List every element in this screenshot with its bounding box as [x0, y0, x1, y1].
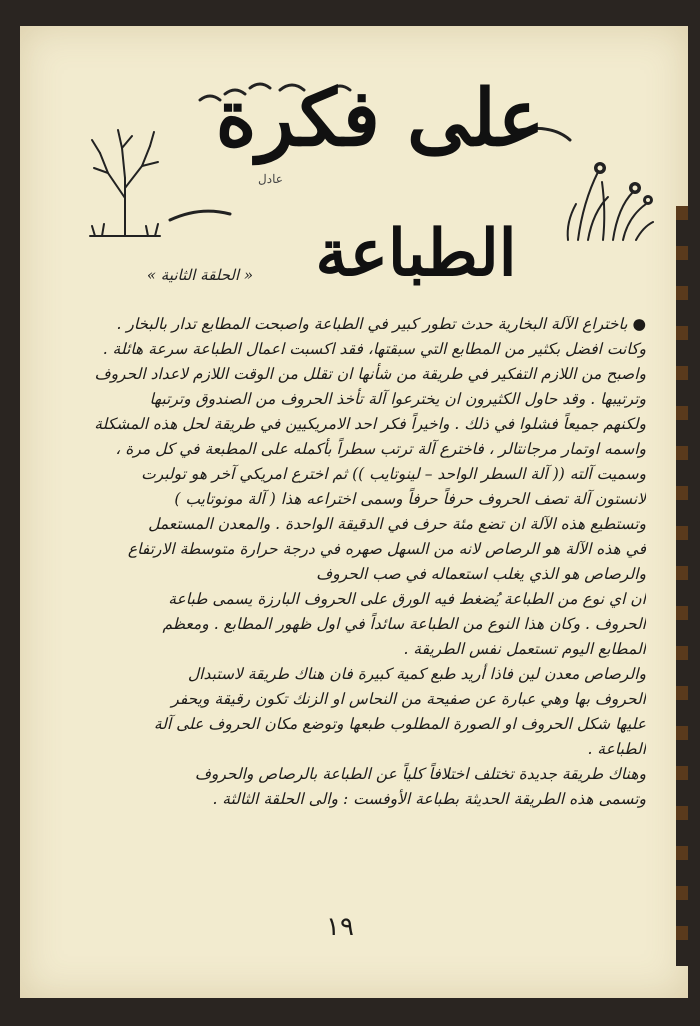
article-line: المطابع اليوم تستعمل نفس الطريقة . [403, 640, 646, 658]
article-line: لانستون آلة تصف الحروف حرفاً حرفاً وسمى اختراعه هذا ( آلة مونوتايب ) [174, 490, 646, 508]
article-line: الطباعة . [587, 740, 646, 758]
article-line: وكانت افضل بكثير من المطابع التي سبقتها، فقد اكسبت اعمال الطباعة سرعة هائلة . [102, 340, 646, 358]
article-line: والرصاص معدن لين فاذا أريد طبع كمية كبيرة فان هناك طريقة لاستبدال [187, 665, 646, 683]
article-line: واصبح من اللازم التفكير في طريقة من شأنها ان تقلل من الوقت اللازم لاعداد الحروف [94, 365, 646, 383]
episode-label: « الحلقة الثانية » [146, 266, 254, 284]
article-body [40, 312, 646, 812]
article-line: ولكنهم جميعاً فشلوا في ذلك . واخيراً فكر احد الامريكيين في طريقة لحل هذه المشكلة [94, 415, 646, 433]
article-line: وترتيبها . وقد حاول الكثيرون ان يخترعوا آلة تأخذ الحروف من الصندوق وترتبها [149, 390, 646, 408]
article-line: واسمه اوتمار مرجانتالر ، فاخترع آلة ترتب سطراً بأكمله على المطبعة في كل مرة ، [115, 440, 646, 458]
article-line: وهناك طريقة جديدة تختلف اختلافاً كلياً عن الطباعة بالرصاص والحروف [194, 765, 646, 783]
article-line: ● باختراع الآلة البخارية حدث تطور كبير في الطباعة واصبحت المطابع تدار بالبخار . [116, 315, 646, 333]
article-line: ان اي نوع من الطباعة يُضغط فيه الورق على الحروف البارزة يسمى طباعة [168, 590, 646, 608]
binding-edge [676, 206, 688, 966]
article-line: وتسمى هذه الطريقة الحديثة بطباعة الأوفست : والى الحلقة الثالثة . [212, 790, 646, 808]
page-number: ١٩ [326, 912, 354, 942]
article-line: وسميت آلته (( آلة السطر الواحد – لينوتايب )) ثم اخترع امريكي آخر هو تولبرت [141, 465, 646, 483]
artist-signature: عادل [258, 172, 283, 186]
page-title: على فكرة [215, 73, 545, 164]
article-line: والرصاص هو الذي يغلب استعماله في صب الحروف [316, 565, 646, 583]
article-line: في هذه الآلة هو الرصاص لانه من السهل صهره في درجة حرارة متوسطة الارتفاع [127, 540, 646, 558]
article-line: الحروف بها وهي عبارة عن صفيحة من النحاس او الزنك تكون رقيقة ويحفر [171, 690, 646, 708]
page-subtitle: الطباعة [315, 216, 517, 291]
article-line: وتستطيع هذه الآلة ان تضع مئة حرف في الدقيقة الواحدة . والمعدن المستعمل [148, 515, 646, 533]
article-line: الحروف . وكان هذا النوع من الطباعة سائداً في اول ظهور المطابع . ومعظم [162, 615, 646, 633]
article-line: عليها شكل الحروف او الصورة المطلوب طبعها وتوضع مكان الحروف على آلة [153, 715, 646, 733]
